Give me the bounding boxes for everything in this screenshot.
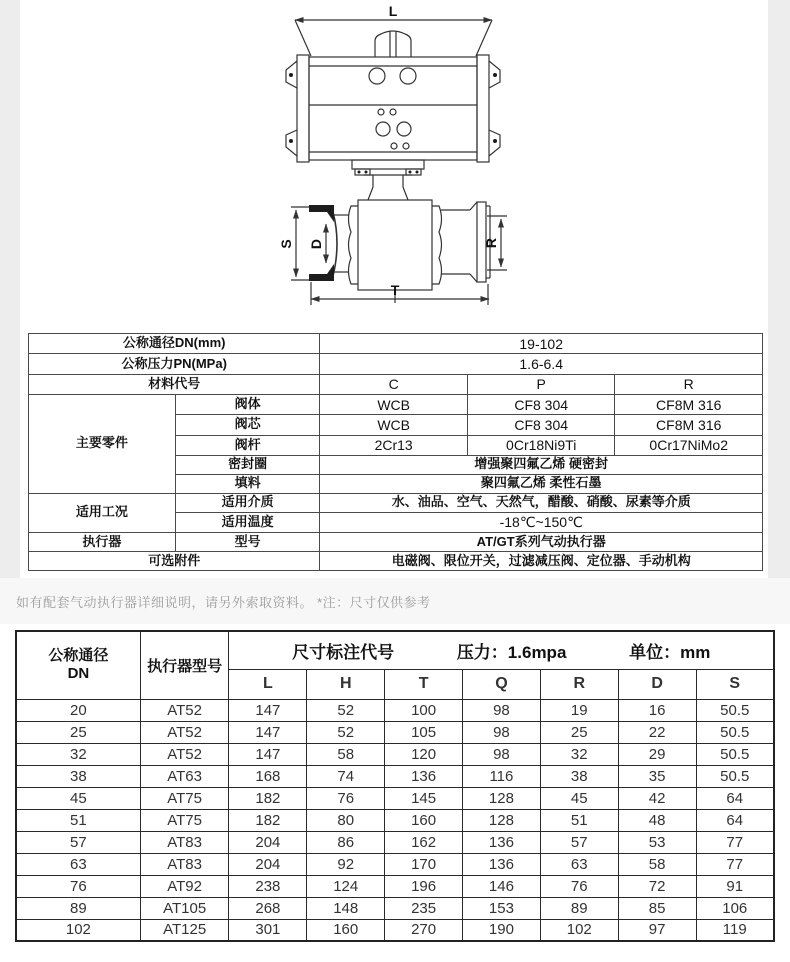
header-dn: [16, 631, 140, 699]
table-row: [16, 787, 774, 809]
cell: 76: [540, 875, 618, 897]
cell: 92: [307, 853, 385, 875]
header-col-Q: Q: [463, 669, 541, 699]
cell: 270: [385, 919, 463, 941]
cell: 120: [385, 743, 463, 765]
table-row: [16, 853, 774, 875]
spec-stem-c: 2Cr13: [320, 435, 468, 455]
cell: 52: [307, 699, 385, 721]
spec-stem-r: 0Cr17NiMo2: [615, 435, 763, 455]
cell: 53: [618, 831, 696, 853]
spec-label-pn: 公称压力PN(MPa): [29, 354, 320, 374]
cell: 42: [618, 787, 696, 809]
cell: 35: [618, 765, 696, 787]
spec-core-p: CF8 304: [467, 415, 615, 435]
cell: 136: [385, 765, 463, 787]
cell: 105: [385, 721, 463, 743]
cell: 76: [307, 787, 385, 809]
spec-label-body: 阀体: [175, 394, 320, 414]
cell: 25: [16, 721, 140, 743]
header-dim-code: 尺寸标注代号: [292, 642, 395, 662]
cell: 147: [229, 699, 307, 721]
cell: 63: [16, 853, 140, 875]
cell: 50.5: [696, 765, 774, 787]
cell: 64: [696, 787, 774, 809]
cell: 162: [385, 831, 463, 853]
cell: AT105: [140, 897, 229, 919]
cell: 51: [540, 809, 618, 831]
cell: 148: [307, 897, 385, 919]
header-actuator-model: 执行器型号: [140, 631, 229, 699]
spec-material-c: C: [320, 374, 468, 394]
cell: AT63: [140, 765, 229, 787]
cell: 45: [16, 787, 140, 809]
cell: AT75: [140, 809, 229, 831]
cell: 58: [618, 853, 696, 875]
cell: 100: [385, 699, 463, 721]
spec-label-model: 型号: [175, 533, 320, 552]
dim-label-s: S: [278, 239, 294, 249]
cell: 98: [463, 699, 541, 721]
cell: 57: [540, 831, 618, 853]
spec-label-dn: 公称通径DN(mm): [29, 334, 320, 354]
spec-group-actuator: 执行器: [29, 533, 176, 552]
cell: 16: [618, 699, 696, 721]
cell: 106: [696, 897, 774, 919]
note-text: 如有配套气动执行器详细说明，请另外索取资料。 *注：尺寸仅供参考: [16, 594, 431, 610]
cell: 238: [229, 875, 307, 897]
cell: 147: [229, 743, 307, 765]
actuator-outline: [286, 20, 507, 305]
spec-group-conditions: 适用工况: [29, 493, 176, 532]
cell: 29: [618, 743, 696, 765]
cell: 64: [696, 809, 774, 831]
table-row: [16, 809, 774, 831]
header-dn-line1: 公称通径: [48, 646, 109, 664]
spec-label-seal: 密封圈: [175, 455, 320, 474]
cell: 45: [540, 787, 618, 809]
cell: 25: [540, 721, 618, 743]
cell: 72: [618, 875, 696, 897]
cell: AT83: [140, 853, 229, 875]
cell: 153: [463, 897, 541, 919]
spec-label-accessories: 可选附件: [29, 551, 320, 570]
cell: 22: [618, 721, 696, 743]
header-unit: 单位：mm: [629, 642, 711, 662]
header-merged: [229, 631, 774, 669]
cell: AT92: [140, 875, 229, 897]
spec-core-c: WCB: [320, 415, 468, 435]
spec-value-pn: 1.6-6.4: [320, 354, 763, 374]
cell: 160: [385, 809, 463, 831]
dim-label-d: D: [308, 238, 324, 250]
cell: 190: [463, 919, 541, 941]
spec-value-medium: 水、油品、空气、天然气，醋酸、硝酸、尿素等介质: [320, 493, 763, 512]
cell: 119: [696, 919, 774, 941]
cell: 268: [229, 897, 307, 919]
cell: AT75: [140, 787, 229, 809]
spec-core-r: CF8M 316: [615, 415, 763, 435]
dimension-table: [15, 630, 775, 942]
header-dn-line2: DN: [67, 665, 90, 683]
cell: 38: [16, 765, 140, 787]
header-col-L: L: [229, 669, 307, 699]
table-row: [16, 831, 774, 853]
cell: 74: [307, 765, 385, 787]
spec-material-p: P: [467, 374, 615, 394]
cell: 196: [385, 875, 463, 897]
header-col-D: D: [618, 669, 696, 699]
cell: 145: [385, 787, 463, 809]
note-band: [0, 578, 790, 624]
spec-body-c: WCB: [320, 394, 468, 414]
header-col-T: T: [385, 669, 463, 699]
cell: 32: [16, 743, 140, 765]
cell: 48: [618, 809, 696, 831]
cell: 91: [696, 875, 774, 897]
spec-value-temp: -18℃~150℃: [320, 512, 763, 532]
cell: 97: [618, 919, 696, 941]
cell: 85: [618, 897, 696, 919]
header-col-H: H: [307, 669, 385, 699]
cell: AT52: [140, 721, 229, 743]
cell: 170: [385, 853, 463, 875]
cell: 76: [16, 875, 140, 897]
spec-label-core: 阀芯: [175, 415, 320, 435]
spec-group-main-parts: 主要零件: [29, 394, 176, 493]
cell: 20: [16, 699, 140, 721]
cell: 98: [463, 721, 541, 743]
spec-table: [28, 333, 763, 571]
table-row: [16, 875, 774, 897]
spec-label-medium: 适用介质: [175, 493, 320, 512]
cell: 50.5: [696, 721, 774, 743]
cell: 124: [307, 875, 385, 897]
cell: 19: [540, 699, 618, 721]
cell: 204: [229, 831, 307, 853]
spec-stem-p: 0Cr18Ni9Ti: [467, 435, 615, 455]
header-col-R: R: [540, 669, 618, 699]
cell: 50.5: [696, 743, 774, 765]
cell: 128: [463, 809, 541, 831]
cell: 136: [463, 831, 541, 853]
cell: 63: [540, 853, 618, 875]
spec-value-model: AT/GT系列气动执行器: [320, 533, 763, 552]
cell: 147: [229, 721, 307, 743]
table-row: [16, 897, 774, 919]
valve-assembly-diagram: [0, 0, 790, 330]
cell: 58: [307, 743, 385, 765]
table-row: [16, 721, 774, 743]
spec-body-r: CF8M 316: [615, 394, 763, 414]
cell: 89: [16, 897, 140, 919]
cell: 204: [229, 853, 307, 875]
dim-label-r: R: [483, 237, 499, 249]
cell: 57: [16, 831, 140, 853]
spec-value-dn: 19-102: [320, 334, 763, 354]
cell: 102: [540, 919, 618, 941]
spec-value-packing: 聚四氟乙烯 柔性石墨: [320, 474, 763, 493]
spec-value-accessories: 电磁阀、限位开关，过滤减压阀、定位器、手动机构: [320, 551, 763, 570]
cell: 301: [229, 919, 307, 941]
spec-label-packing: 填料: [175, 474, 320, 493]
cell: 146: [463, 875, 541, 897]
spec-label-material: 材料代号: [29, 374, 320, 394]
cell: 182: [229, 809, 307, 831]
table-row: [16, 699, 774, 721]
spec-label-temp: 适用温度: [175, 512, 320, 532]
cell: AT125: [140, 919, 229, 941]
cell: 235: [385, 897, 463, 919]
cell: 52: [307, 721, 385, 743]
cell: 89: [540, 897, 618, 919]
cell: 102: [16, 919, 140, 941]
cell: 86: [307, 831, 385, 853]
cell: AT52: [140, 743, 229, 765]
cell: AT52: [140, 699, 229, 721]
spec-label-stem: 阀杆: [175, 435, 320, 455]
dim-label-l: L: [388, 3, 398, 19]
cell: 32: [540, 743, 618, 765]
header-col-S: S: [696, 669, 774, 699]
cell: AT83: [140, 831, 229, 853]
cell: 50.5: [696, 699, 774, 721]
cell: 51: [16, 809, 140, 831]
spec-value-seal: 增强聚四氟乙烯 硬密封: [320, 455, 763, 474]
header-pressure: 压力：1.6mpa: [456, 642, 567, 662]
cell: 160: [307, 919, 385, 941]
cell: 77: [696, 853, 774, 875]
table-row: [16, 919, 774, 941]
cell: 77: [696, 831, 774, 853]
spec-material-r: R: [615, 374, 763, 394]
cell: 128: [463, 787, 541, 809]
cell: 38: [540, 765, 618, 787]
cell: 136: [463, 853, 541, 875]
spec-body-p: CF8 304: [467, 394, 615, 414]
cell: 80: [307, 809, 385, 831]
table-row: [16, 743, 774, 765]
cell: 182: [229, 787, 307, 809]
dim-label-t: T: [390, 282, 400, 298]
table-row: [16, 765, 774, 787]
cell: 168: [229, 765, 307, 787]
cell: 116: [463, 765, 541, 787]
cell: 98: [463, 743, 541, 765]
